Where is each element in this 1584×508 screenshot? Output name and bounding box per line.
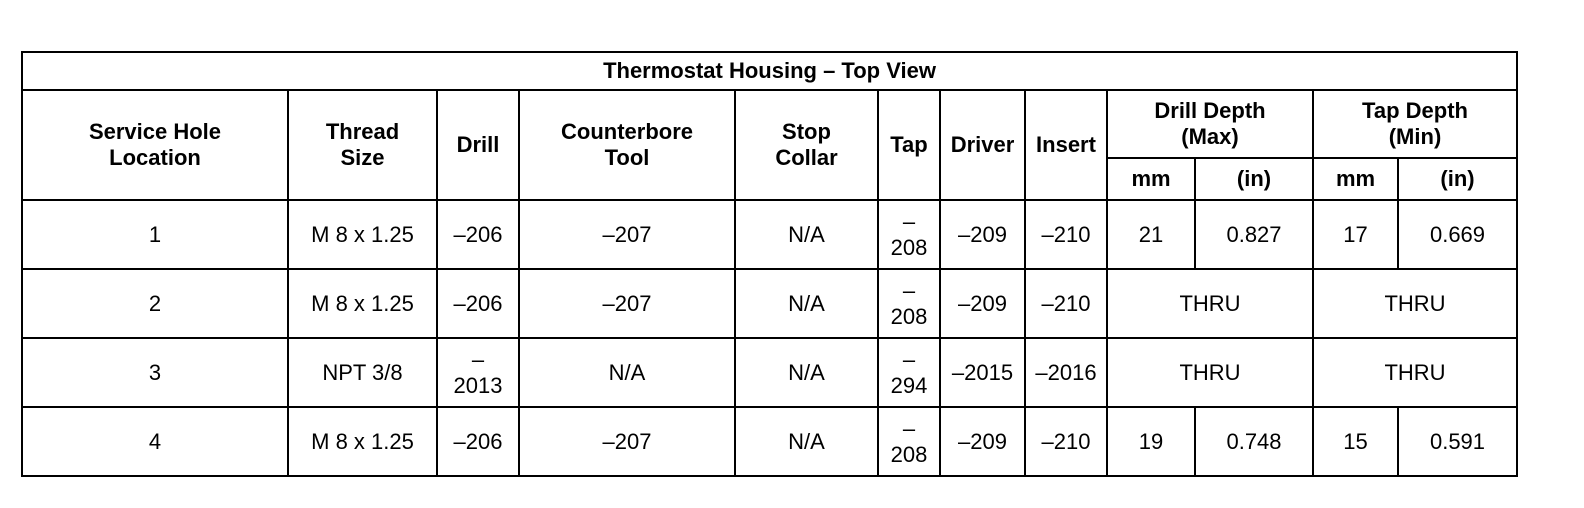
- cell-location: 2: [22, 269, 288, 338]
- unit-drill-in: (in): [1195, 158, 1313, 200]
- table-row: [22, 338, 1517, 407]
- thermostat-housing-table: [21, 51, 1518, 477]
- cell-tap: – 294: [878, 338, 940, 407]
- header-drill: Drill: [437, 90, 519, 200]
- header-tap: Tap: [878, 90, 940, 200]
- cell-tap-depth: THRU: [1313, 269, 1517, 338]
- cell-counterbore: –207: [519, 200, 735, 269]
- cell-thread: M 8 x 1.25: [288, 407, 437, 476]
- cell-drill: –206: [437, 200, 519, 269]
- cell-location: 3: [22, 338, 288, 407]
- cell-insert: –210: [1025, 407, 1107, 476]
- header-thread-size: Thread Size: [288, 90, 437, 200]
- cell-drill: – 2013: [437, 338, 519, 407]
- cell-drill-in: 0.827: [1195, 200, 1313, 269]
- cell-thread: M 8 x 1.25: [288, 269, 437, 338]
- cell-tap-mm: 17: [1313, 200, 1398, 269]
- cell-stop-collar: N/A: [735, 269, 878, 338]
- cell-tap-in: 0.591: [1398, 407, 1517, 476]
- cell-counterbore: N/A: [519, 338, 735, 407]
- cell-tap-mm: 15: [1313, 407, 1398, 476]
- cell-drill-mm: 19: [1107, 407, 1195, 476]
- cell-stop-collar: N/A: [735, 407, 878, 476]
- header-insert: Insert: [1025, 90, 1107, 200]
- unit-tap-in: (in): [1398, 158, 1517, 200]
- cell-thread: NPT 3/8: [288, 338, 437, 407]
- unit-tap-mm: mm: [1313, 158, 1398, 200]
- cell-driver: –209: [940, 407, 1025, 476]
- cell-driver: –209: [940, 269, 1025, 338]
- header-driver: Driver: [940, 90, 1025, 200]
- header-drill-depth: Drill Depth (Max): [1107, 90, 1313, 158]
- cell-tap-in: 0.669: [1398, 200, 1517, 269]
- cell-counterbore: –207: [519, 407, 735, 476]
- table-title: Thermostat Housing – Top View: [22, 52, 1517, 90]
- cell-tap: – 208: [878, 407, 940, 476]
- table-row: [22, 200, 1517, 269]
- cell-drill-depth: THRU: [1107, 269, 1313, 338]
- unit-drill-mm: mm: [1107, 158, 1195, 200]
- cell-insert: –210: [1025, 200, 1107, 269]
- cell-insert: –210: [1025, 269, 1107, 338]
- cell-driver: –2015: [940, 338, 1025, 407]
- header-counterbore-tool: Counterbore Tool: [519, 90, 735, 200]
- cell-tap: – 208: [878, 200, 940, 269]
- cell-counterbore: –207: [519, 269, 735, 338]
- cell-thread: M 8 x 1.25: [288, 200, 437, 269]
- header-tap-depth: Tap Depth (Min): [1313, 90, 1517, 158]
- header-service-hole-location: Service Hole Location: [22, 90, 288, 200]
- cell-drill: –206: [437, 269, 519, 338]
- cell-stop-collar: N/A: [735, 200, 878, 269]
- table-row: [22, 407, 1517, 476]
- cell-drill-depth: THRU: [1107, 338, 1313, 407]
- cell-drill-in: 0.748: [1195, 407, 1313, 476]
- cell-stop-collar: N/A: [735, 338, 878, 407]
- cell-insert: –2016: [1025, 338, 1107, 407]
- cell-tap: – 208: [878, 269, 940, 338]
- header-stop-collar: Stop Collar: [735, 90, 878, 200]
- cell-location: 4: [22, 407, 288, 476]
- cell-drill: –206: [437, 407, 519, 476]
- table-row: [22, 269, 1517, 338]
- cell-tap-depth: THRU: [1313, 338, 1517, 407]
- cell-location: 1: [22, 200, 288, 269]
- cell-driver: –209: [940, 200, 1025, 269]
- cell-drill-mm: 21: [1107, 200, 1195, 269]
